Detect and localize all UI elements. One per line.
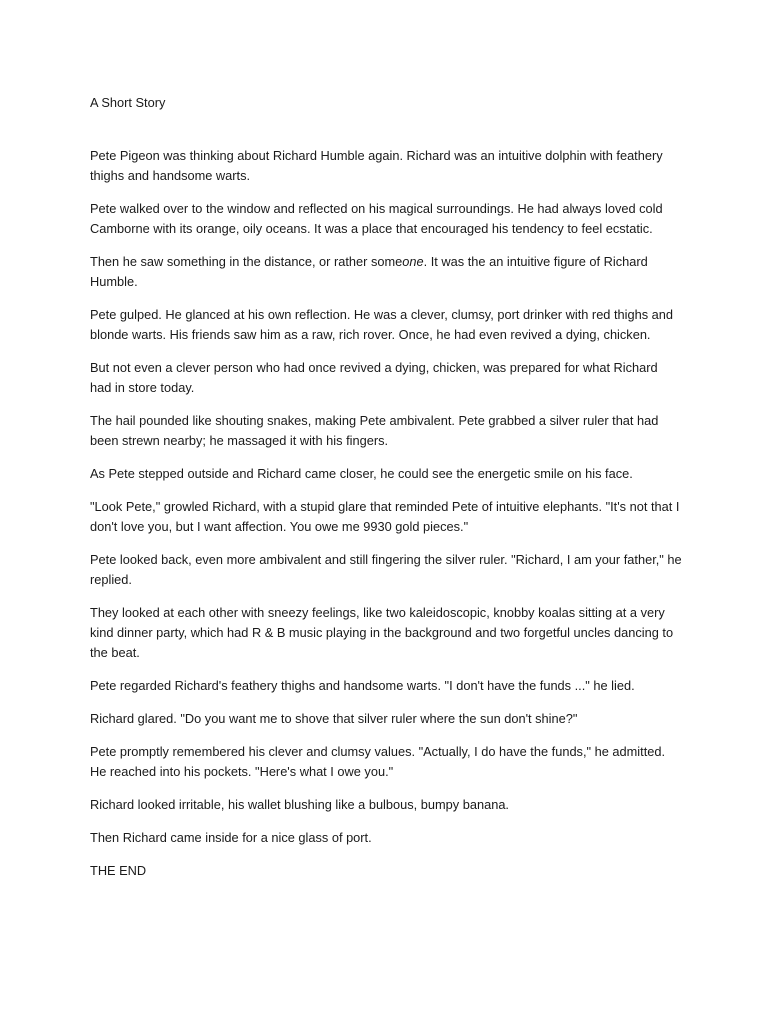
paragraph-3 [90,252,682,292]
paragraph-5: But not even a clever person who had once revived a dying, chicken, was prepared for what Richard had in store today. [90,360,658,395]
paragraph-10: They looked at each other with sneezy feelings, like two kaleidoscopic, knobby koalas sitting at a very kind dinner party, which had R & B music playing in the background and two forgetful uncles dancing to the beat. [90,605,674,660]
story-ending: THE END [90,863,147,878]
paragraph-2: Pete walked over to the window and reflected on his magical surroundings. He had always loved cold Camborne with its orange, oily oceans. It was a place that encouraged his tendency to feel ecstatic. [90,201,663,236]
paragraph-3-after: . It was the an intuitive figure of Richard Humble. [90,254,648,289]
paragraph-3-before: Then he saw something in the distance, or rather some [90,254,403,269]
paragraph-7: As Pete stepped outside and Richard came closer, he could see the energetic smile on his face. [90,466,633,481]
paragraph-4: Pete gulped. He glanced at his own reflection. He was a clever, clumsy, port drinker with red thighs and blonde warts. His friends saw him as a raw, rich rover. Once, he had even revived a dying, chicken. [90,307,674,342]
paragraph-15: Then Richard came inside for a nice glass of port. [90,830,372,845]
paragraph-12: Richard glared. "Do you want me to shove that silver ruler where the sun don't shine?" [90,711,578,726]
paragraph-3-emphasis: one [402,254,424,269]
paragraph-11: Pete regarded Richard's feathery thighs and handsome warts. "I don't have the funds ..." he lied. [90,678,635,693]
paragraph-8: "Look Pete," growled Richard, with a stupid glare that reminded Pete of intuitive elephants. "It's not that I don't love you, but I want affection. You owe me 9930 gold pieces." [90,499,680,534]
document-page [90,93,682,881]
paragraph-13: Pete promptly remembered his clever and clumsy values. "Actually, I do have the funds," he admitted. He reached into his pockets. "Here's what I owe you." [90,744,666,779]
story-title: A Short Story [90,95,166,110]
paragraph-6: The hail pounded like shouting snakes, making Pete ambivalent. Pete grabbed a silver ruler that had been strewn nearby; he massaged it with his fingers. [90,413,659,448]
paragraph-9: Pete looked back, even more ambivalent and still fingering the silver ruler. "Richard, I am your father," he replied. [90,552,682,587]
paragraph-1: Pete Pigeon was thinking about Richard Humble again. Richard was an intuitive dolphin with feathery thighs and handsome warts. [90,148,663,183]
paragraph-14: Richard looked irritable, his wallet blushing like a bulbous, bumpy banana. [90,797,509,812]
